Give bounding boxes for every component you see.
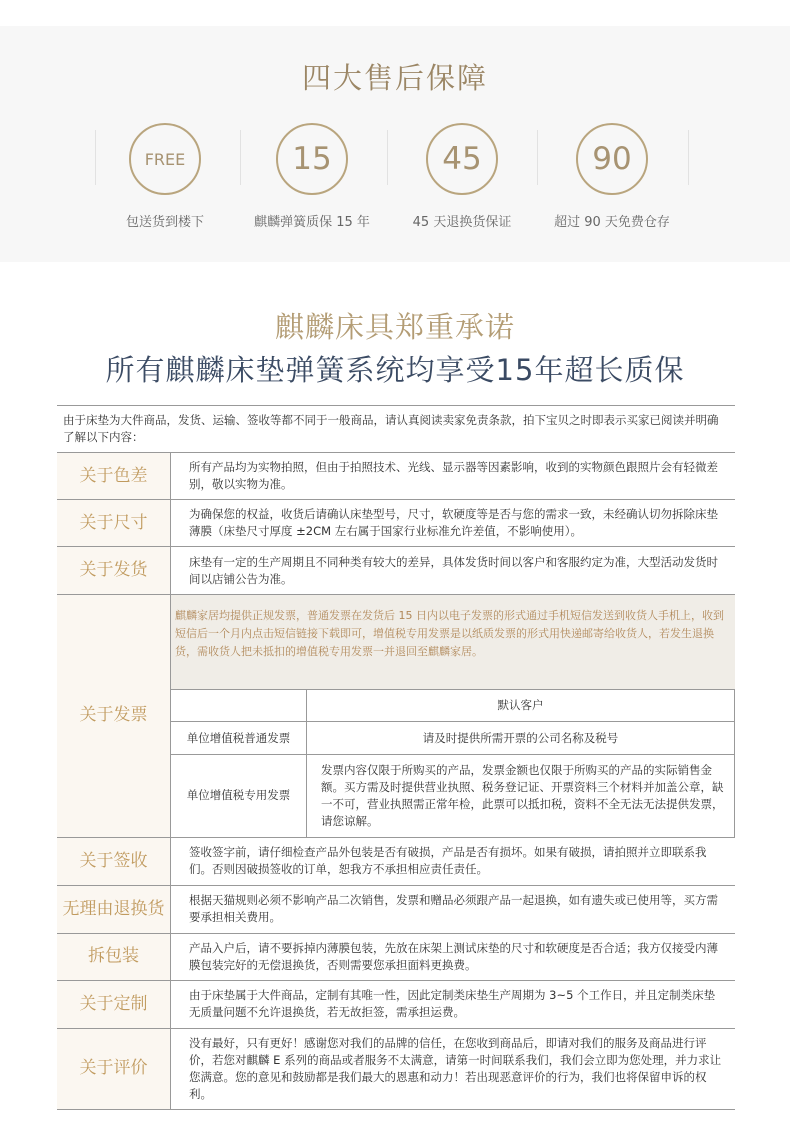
invoice-type: 单位增值税专用发票 — [171, 755, 307, 837]
promise-subtitle: 所有麒麟床垫弹簧系统均享受15年超长质保 — [105, 353, 685, 387]
invoice-header: 默认客户 — [307, 690, 735, 722]
terms-row — [57, 980, 735, 1028]
unpack-label: 拆包装 — [57, 933, 171, 980]
sign-label: 关于签收 — [57, 837, 171, 885]
terms-row — [57, 1028, 735, 1109]
terms-intro-row — [57, 406, 735, 453]
custom-text: 由于床垫属于大件商品，定制有其唯一性，因此定制类床垫生产周期为 3~5 个工作日，并且定制类床垫无质量问题不允许退换货，若无故拒签，需承担运费。 — [171, 980, 736, 1028]
size-text: 为确保您的权益，收货后请确认床垫型号，尺寸，软硬度等是否与您的需求一致，未经确认切勿拆除床垫薄膜（床垫尺寸厚度 ±2CM 左右属于国家行业标准允许差值，不影响使用）。 — [171, 500, 736, 547]
invoice-row — [171, 755, 735, 837]
unpack-text: 产品入户后，请不要拆掉内薄膜包装，先放在床架上测试床垫的尺寸和软硬度是否合适；我方仅接受内薄膜包装完好的无偿退换货，否则需要您承担面料更换费。 — [171, 933, 736, 980]
terms-row — [57, 933, 735, 980]
guarantee-caption: 45 天退换货保证 — [412, 215, 512, 230]
color-text: 所有产品均为实物拍照，但由于拍照技术、光线、显示器等因素影响，收到的实物颜色跟照片会有轻微差别，敬以实物为准。 — [171, 453, 736, 500]
review-text: 没有最好，只有更好！感谢您对我们的品牌的信任，在您收到商品后，即请对我们的服务及商品进行评价，若您对麒麟 E 系列的商品或者服务不太满意，请第一时间联系我们，我们会立即为您处理，并力求让您满意。您的意见和鼓励都是我们最大的恩惠和动力！若出现恶意评价的行为，我们也将保留申诉的权利。 — [171, 1028, 736, 1109]
free-badge: FREE — [129, 123, 201, 195]
size-label: 关于尺寸 — [57, 500, 171, 547]
terms-row — [57, 885, 735, 933]
guarantee-caption: 超过 90 天免费仓存 — [554, 215, 670, 230]
badge-90: 90 — [576, 123, 648, 195]
terms-row — [57, 500, 735, 547]
invoice-table — [171, 689, 735, 837]
return-label: 无理由退换货 — [57, 885, 171, 933]
guarantee-45-day-return — [387, 123, 537, 230]
terms-row — [57, 453, 735, 500]
invoice-corner — [171, 690, 307, 722]
guarantee-caption: 包送货到楼下 — [125, 215, 204, 230]
shipping-text: 床垫有一定的生产周期且不同种类有较大的差异，具体发货时间以客户和客服约定为准，大型活动发货时间以店铺公告为准。 — [171, 547, 736, 595]
guarantee-caption: 麒麟弹簧质保 15 年 — [254, 215, 370, 230]
invoice-header-row — [171, 690, 735, 722]
invoice-note: 麒麟家居均提供正规发票，普通发票在发货后 15 日内以电子发票的形式通过手机短信发送到收货人手机上，收到短信后一个月内点击短信链接下载即可，增值税专用发票是以纸质发票的形式用快递邮寄给收货人，若发生退换货，需收货人把未抵扣的增值税专用发票一并退回至麒麟家居。 — [171, 595, 735, 689]
after-sales-title: 四大售后保障 — [301, 61, 488, 95]
custom-label: 关于定制 — [57, 980, 171, 1028]
return-text: 根据天猫规则必须不影响产品二次销售，发票和赠品必须跟产品一起退换，如有遗失或已使用等，买方需要承担相关费用。 — [171, 885, 736, 933]
terms-table — [57, 405, 735, 1110]
guarantee-free-delivery — [90, 123, 240, 230]
promise-title: 麒麟床具郑重承诺 — [274, 310, 515, 344]
invoice-label: 关于发票 — [57, 595, 171, 838]
color-label: 关于色差 — [57, 453, 171, 500]
guarantee-90-day-storage — [537, 123, 687, 230]
review-label: 关于评价 — [57, 1028, 171, 1109]
invoice-cell — [171, 595, 736, 838]
badge-15: 15 — [276, 123, 348, 195]
terms-row — [57, 595, 735, 838]
invoice-row — [171, 722, 735, 755]
badge-45: 45 — [426, 123, 498, 195]
invoice-type: 单位增值税普通发票 — [171, 722, 307, 755]
terms-row — [57, 837, 735, 885]
invoice-requirement: 请及时提供所需开票的公司名称及税号 — [307, 722, 735, 755]
terms-intro: 由于床垫为大件商品，发货、运输、签收等都不同于一般商品，请认真阅读卖家免责条款，拍下宝贝之时即表示买家已阅读并明确了解以下内容： — [57, 406, 735, 453]
sign-text: 签收签字前，请仔细检查产品外包装是否有破损，产品是否有损坏。如果有破损，请拍照并立即联系我们。否则因破损签收的订单，恕我方不承担相应责任责任。 — [171, 837, 736, 885]
shipping-label: 关于发货 — [57, 547, 171, 595]
invoice-requirement: 发票内容仅限于所购买的产品，发票金额也仅限于所购买的产品的实际销售金额。买方需及时提供营业执照、税务登记证、开票资料三个材料并加盖公章，缺一不可，营业执照需正常年检，此票可以抵扣税，资料不全无法无法提供发票，请您谅解。 — [307, 755, 735, 837]
divider — [688, 130, 689, 185]
guarantee-15-year-warranty — [237, 123, 387, 230]
terms-row — [57, 547, 735, 595]
